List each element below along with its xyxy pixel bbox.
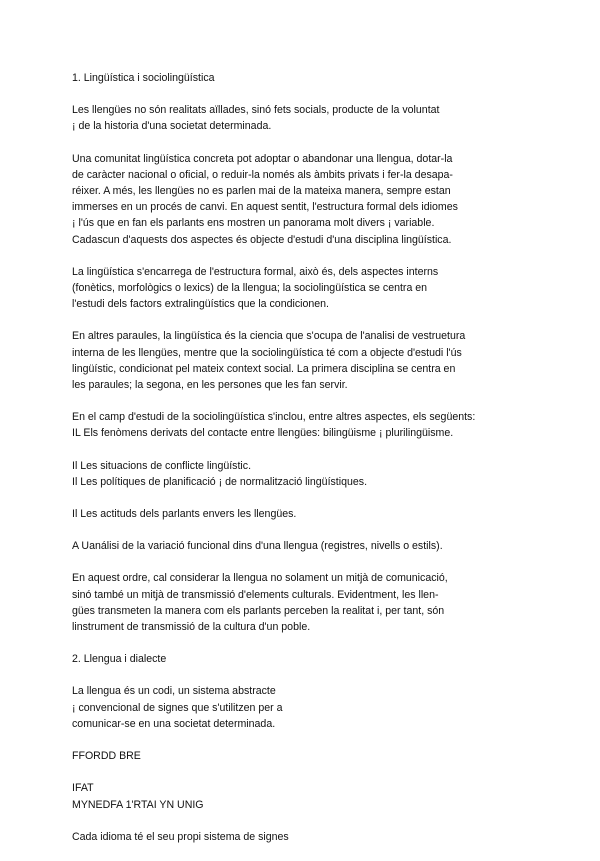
paragraph-11 <box>72 748 542 764</box>
section-heading-2: 2. Llengua i dialecte <box>72 653 167 666</box>
paragraph-9 <box>72 570 542 635</box>
paragraph-line: comunicar-se en una societat determinada. <box>72 717 276 730</box>
paragraph-line: réixer. A més, les llengües no es parlen mai de la mateixa manera, sempre estan <box>72 185 451 198</box>
paragraph-3 <box>72 264 542 313</box>
document-body <box>72 70 542 861</box>
paragraph-line: Il Les polítiques de planificació ¡ de normalització lingüístiques. <box>72 475 368 488</box>
paragraph-line: Il Les situacions de conflicte lingüístic. <box>72 459 252 472</box>
paragraph-line: En el camp d'estudi de la sociolingüística s'inclou, entre altres aspectes, els següents: <box>72 411 476 424</box>
paragraph-13 <box>72 829 542 845</box>
paragraph-line: A Uanálisi de la variació funcional dins d'una llengua (registres, nivells o estils). <box>72 540 443 553</box>
paragraph-line: Cadascun d'aquests dos aspectes és objecte d'estudi d'una disciplina lingüística. <box>72 233 452 246</box>
paragraph-line: Il Les actituds dels parlants envers les llengües. <box>72 508 297 521</box>
paragraph-6 <box>72 458 542 490</box>
paragraph-line: ¡ convencional de signes que s'utilitzen per a <box>72 701 283 714</box>
paragraph-8 <box>72 538 542 554</box>
paragraph-line: IL Els fenòmens derivats del contacte entre llengües: bilingüisme ¡ plurilingüisme. <box>72 427 454 440</box>
paragraph-line: La llengua és un codi, un sistema abstracte <box>72 685 276 698</box>
paragraph-10 <box>72 683 542 732</box>
paragraph-line: MYNEDFA 1'RTAI YN UNIG <box>72 798 204 811</box>
paragraph-line: ¡ de la historia d'una societat determinada. <box>72 120 272 133</box>
paragraph-line: Una comunitat lingüística concreta pot adoptar o abandonar una llengua, dotar-la <box>72 152 453 165</box>
paragraph-line: gües transmeten la manera com els parlants perceben la realitat i, per tant, són <box>72 604 445 617</box>
paragraph-line: FFORDD BRE <box>72 750 141 763</box>
paragraph-line: Les llengües no són realitats aïllades, sinó fets socials, producte de la voluntat <box>72 104 440 117</box>
paragraph-1 <box>72 102 542 134</box>
paragraph-line: ¡ l'ús que en fan els parlants ens mostren un panorama molt divers ¡ variable. <box>72 217 435 230</box>
paragraph-line: lingüístic, condicionat pel mateix context social. La primera disciplina se centra en <box>72 362 456 375</box>
paragraph-line: IFAT <box>72 782 94 795</box>
paragraph-5 <box>72 409 542 441</box>
paragraph-line: (fonètics, morfològics o lexics) de la llengua; la sociolingüística se centra en <box>72 282 428 295</box>
paragraph-7 <box>72 506 542 522</box>
paragraph-line: linstrument de transmissió de la cultura d'un poble. <box>72 621 311 634</box>
paragraph-line: Cada idioma té el seu propi sistema de signes <box>72 830 289 843</box>
paragraph-line: En aquest ordre, cal considerar la llengua no solament un mitjà de comunicació, <box>72 572 448 585</box>
section-heading-1: 1. Lingüística i sociolingüística <box>72 72 215 84</box>
paragraph-line: les paraules; la segona, en les persones que les fan servir. <box>72 379 348 392</box>
paragraph-line: interna de les llengües, mentre que la sociolingüística té com a objecte d'estudi l'ús <box>72 346 462 359</box>
paragraph-2 <box>72 151 542 248</box>
paragraph-line: l'estudi dels factors extralingüístics que la condicionen. <box>72 298 330 311</box>
paragraph-line: En altres paraules, la lingüística és la ciencia que s'ocupa de l'analisi de vestruetura <box>72 330 466 343</box>
paragraph-line: La lingüística s'encarrega de l'estructura formal, això és, dels aspectes interns <box>72 265 439 278</box>
paragraph-12 <box>72 780 542 812</box>
paragraph-4 <box>72 328 542 393</box>
paragraph-line: immerses en un procés de canvi. En aquest sentit, l'estructura formal dels idiomes <box>72 201 458 214</box>
paragraph-line: sinó també un mitjà de transmissió d'elements culturals. Evidentment, les llen- <box>72 588 439 601</box>
paragraph-line: de caràcter nacional o oficial, o reduir-la només als àmbits privats i fer-la desapa- <box>72 168 453 181</box>
